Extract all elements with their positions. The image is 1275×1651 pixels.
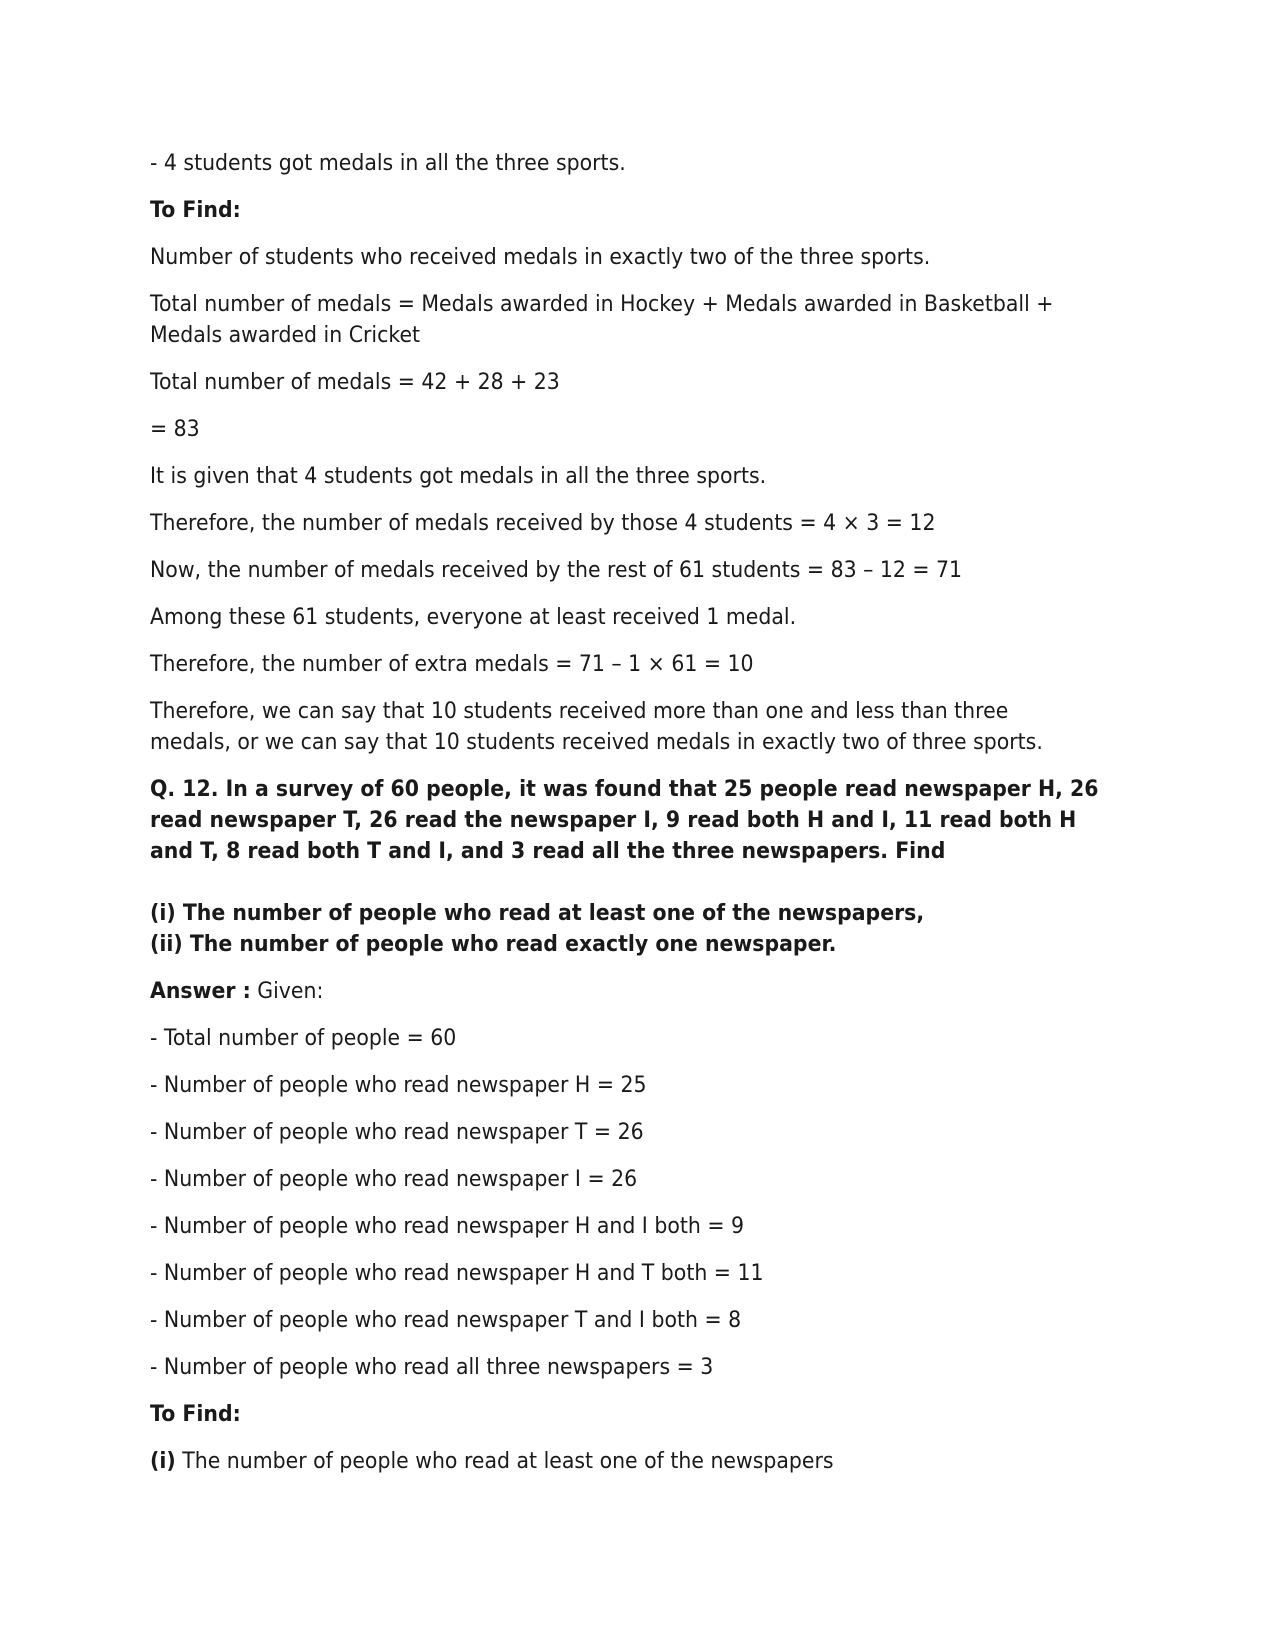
find-part-i-text: The number of people who read at least one of the newspapers <box>175 1449 834 1474</box>
at-least-one-medal: Among these 61 students, everyone at least received 1 medal. <box>150 605 797 630</box>
question-12-part-i: (i) The number of people who read at least one of the newspapers, <box>150 901 925 926</box>
to-find-text: Number of students who received medals in exactly two of the three sports. <box>150 245 931 270</box>
total-medals-formula-line1: Total number of medals = Medals awarded in Hockey + Medals awarded in Basketball + <box>150 292 1054 317</box>
question-12-parts <box>150 898 1140 960</box>
total-medals-result: = 83 <box>150 417 200 442</box>
given-all-three: - Number of people who read all three newspapers = 3 <box>150 1355 714 1380</box>
find-part-i-label: (i) <box>150 1449 176 1474</box>
given-restated: It is given that 4 students got medals in all the three sports. <box>150 464 767 489</box>
question-12-part-ii: (ii) The number of people who read exactly one newspaper. <box>150 932 837 957</box>
question-12-line1: Q. 12. In a survey of 60 people, it was found that 25 people read newspaper H, 26 <box>150 777 1099 802</box>
given-total-people: - Total number of people = 60 <box>150 1026 457 1051</box>
find-part-i <box>150 1446 1140 1477</box>
extra-medals: Therefore, the number of extra medals = 71 – 1 × 61 = 10 <box>150 652 754 677</box>
question-12-line3: and T, 8 read both T and I, and 3 read all the three newspapers. Find <box>150 839 946 864</box>
conclusion <box>150 696 1140 758</box>
answer-line <box>150 976 1140 1007</box>
given-newspaper-h: - Number of people who read newspaper H = 25 <box>150 1073 647 1098</box>
given-t-and-i: - Number of people who read newspaper T and I both = 8 <box>150 1308 742 1333</box>
total-medals-formula <box>150 289 1140 351</box>
given-line-all-three: - 4 students got medals in all the three sports. <box>150 151 626 176</box>
given-h-and-i: - Number of people who read newspaper H and I both = 9 <box>150 1214 745 1239</box>
given-h-and-t: - Number of people who read newspaper H and T both = 11 <box>150 1261 764 1286</box>
to-find-heading: To Find: <box>150 198 241 223</box>
conclusion-line2: medals, or we can say that 10 students received medals in exactly two of three sports. <box>150 730 1043 755</box>
given-newspaper-i: - Number of people who read newspaper I = 26 <box>150 1167 638 1192</box>
answer-label: Answer : <box>150 979 251 1004</box>
medals-of-four-students: Therefore, the number of medals received by those 4 students = 4 × 3 = 12 <box>150 511 936 536</box>
question-12-line2: read newspaper T, 26 read the newspaper I, 9 read both H and I, 11 read both H <box>150 808 1077 833</box>
document-body <box>150 148 1140 1493</box>
question-12 <box>150 774 1140 867</box>
total-medals-formula-line2: Medals awarded in Cricket <box>150 323 421 348</box>
answer-given: Given: <box>250 979 324 1004</box>
conclusion-line1: Therefore, we can say that 10 students received more than one and less than three <box>150 699 1009 724</box>
to-find-heading-2: To Find: <box>150 1402 241 1427</box>
total-medals-sum: Total number of medals = 42 + 28 + 23 <box>150 370 560 395</box>
medals-of-rest: Now, the number of medals received by the rest of 61 students = 83 – 12 = 71 <box>150 558 963 583</box>
given-newspaper-t: - Number of people who read newspaper T = 26 <box>150 1120 644 1145</box>
